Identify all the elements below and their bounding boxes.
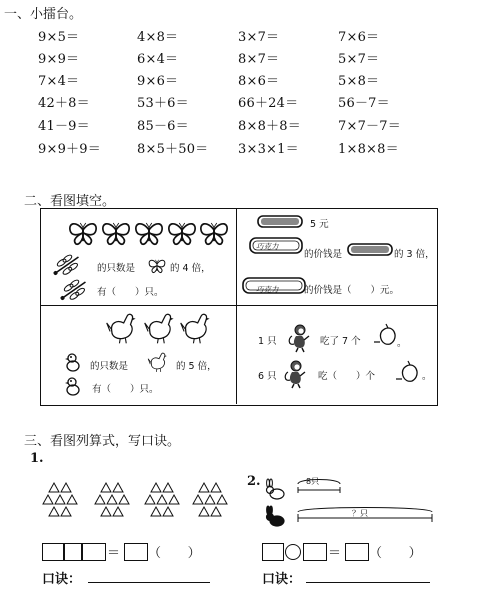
triangle-icon <box>211 483 221 492</box>
triangle-icon <box>211 507 221 516</box>
triangle-icon <box>193 495 203 504</box>
p2-short-bar <box>298 487 340 493</box>
butterfly-icon <box>149 260 165 273</box>
panel-d-line1b: 吃了 7 个 <box>320 336 361 347</box>
p1-koujue-label: 口诀： <box>42 572 82 587</box>
p2-operator-circle[interactable] <box>285 544 301 560</box>
p2-koujue-line[interactable] <box>306 582 430 583</box>
panel-c-text2: 有（ ）只。 <box>92 384 159 395</box>
hen-icon <box>148 353 167 372</box>
triangle-icon <box>43 495 53 504</box>
panel-a-text1b: 的 4 倍， <box>170 263 211 274</box>
panel-c-text1b: 的 5 倍， <box>176 361 217 372</box>
p1-box-1[interactable] <box>42 543 64 561</box>
p2-answer-box[interactable] <box>345 543 369 561</box>
hen-icon <box>107 314 136 343</box>
panel-a-text1a: 的只数是 <box>97 263 136 274</box>
butterfly-icon <box>136 223 162 244</box>
math-problem: 8×7＝ <box>238 52 280 67</box>
butterfly-icon <box>201 223 227 244</box>
triangle-icon <box>145 495 155 504</box>
section3-title: 三、看图列算式，写口诀。 <box>24 434 181 449</box>
triangle-icon <box>163 507 173 516</box>
panel-d-line1: 1 只 <box>258 336 277 347</box>
triangle-icon <box>169 495 179 504</box>
chick-icon <box>65 378 79 395</box>
dragonfly-icon <box>50 251 83 280</box>
peach-icon <box>374 324 395 344</box>
p1-answer-box[interactable] <box>124 543 148 561</box>
monkey-icon <box>289 325 309 352</box>
p2-label-top: 8只 <box>306 477 320 486</box>
triangle-icon <box>157 495 167 504</box>
p2-box-2[interactable] <box>303 543 327 561</box>
triangle-icon <box>49 507 59 516</box>
p2-koujue-label: 口诀： <box>262 572 302 587</box>
white-rabbit-icon <box>267 479 285 499</box>
math-problem: 56－7＝ <box>338 96 390 111</box>
candy-label: 巧克力 <box>256 242 279 251</box>
section1-title: 一、小擂台。 <box>4 7 83 22</box>
p1-koujue-line[interactable] <box>88 582 210 583</box>
butterfly-icon <box>70 223 96 244</box>
math-problem: 3×3×1＝ <box>238 142 299 157</box>
hen-icon <box>181 314 210 343</box>
triangle-icon <box>49 483 59 492</box>
panel-c-text1a: 的只数是 <box>90 361 129 372</box>
math-problem: 7×4＝ <box>38 74 80 89</box>
math-problem: 7×7－7＝ <box>338 119 401 134</box>
panel-d-dot1: 。 <box>397 338 407 349</box>
butterfly-icon <box>103 223 129 244</box>
problem1-number: 1. <box>30 451 44 466</box>
p2-box-1[interactable] <box>262 543 284 561</box>
triangle-icon <box>163 483 173 492</box>
candy-label-2: 巧克力 <box>256 285 279 294</box>
math-problem: 4×8＝ <box>137 30 179 45</box>
p1-unit: （ ） <box>148 546 201 561</box>
p1-equals: ＝ <box>107 546 121 561</box>
math-problem: 3×7＝ <box>238 30 280 45</box>
math-problem: 8×6＝ <box>238 74 280 89</box>
triangle-icon <box>119 495 129 504</box>
panel-a-text2: 有（ ）只。 <box>97 287 164 298</box>
math-problem: 8×5＋50＝ <box>137 142 209 157</box>
problem2-number: 2. <box>247 474 261 489</box>
triangle-icon <box>113 483 123 492</box>
math-problem: 1×8×8＝ <box>338 142 399 157</box>
p2-equals: ＝ <box>328 546 342 561</box>
triangle-icon <box>205 495 215 504</box>
triangle-icon <box>107 495 117 504</box>
chocolate-bar-icon <box>258 216 302 227</box>
triangle-icon <box>61 483 71 492</box>
math-problem: 85－6＝ <box>137 119 189 134</box>
peach-icon <box>396 361 417 381</box>
panel-b-price1: 5 元 <box>310 219 329 230</box>
triangle-icon <box>199 507 209 516</box>
math-problem: 9×6＝ <box>137 74 179 89</box>
dragonfly-icon <box>57 276 90 305</box>
panel-d-line2b: 吃（ ）个 <box>318 371 376 382</box>
butterfly-icon <box>169 223 195 244</box>
p2-unit: （ ） <box>369 546 422 561</box>
math-problem: 9×9＝ <box>38 52 80 67</box>
panel-b-text3: 的价钱是（ ）元。 <box>304 285 400 296</box>
triangle-icon <box>113 507 123 516</box>
math-problem: 5×8＝ <box>338 74 380 89</box>
triangle-icon <box>55 495 65 504</box>
math-problem: 7×6＝ <box>338 30 380 45</box>
panel-b-text2b: 的 3 倍， <box>394 249 435 260</box>
triangle-icon <box>61 507 71 516</box>
triangle-icon <box>199 483 209 492</box>
triangle-icon <box>151 483 161 492</box>
p1-box-2[interactable] <box>82 543 106 561</box>
triangle-icon <box>101 507 111 516</box>
chick-icon <box>65 354 79 371</box>
math-problem: 6×4＝ <box>137 52 179 67</box>
monkey-icon <box>285 361 305 388</box>
math-problem: 66＋24＝ <box>238 96 299 111</box>
black-rabbit-icon <box>267 506 285 526</box>
math-problem: 9×9＋9＝ <box>38 142 101 157</box>
chocolate-bar-icon <box>348 244 392 255</box>
hen-icon <box>145 314 174 343</box>
math-problem: 8×8＋8＝ <box>238 119 301 134</box>
p1-operator-box[interactable] <box>64 543 82 561</box>
math-problem: 9×5＝ <box>38 30 80 45</box>
triangle-icon <box>67 495 77 504</box>
triangle-icon <box>95 495 105 504</box>
panel-d-line2: 6 只 <box>258 371 277 382</box>
triangle-icon <box>151 507 161 516</box>
triangle-icon <box>101 483 111 492</box>
panel-d-dot2: 。 <box>422 371 432 382</box>
p2-label-bottom: ？只 <box>352 509 368 518</box>
section2-title: 二、看图填空。 <box>24 194 116 209</box>
math-problem: 42＋8＝ <box>38 96 90 111</box>
math-problem: 5×7＝ <box>338 52 380 67</box>
triangle-icon <box>217 495 227 504</box>
math-problem: 53＋6＝ <box>137 96 189 111</box>
math-problem: 41－9＝ <box>38 119 90 134</box>
panel-b-text2a: 的价钱是 <box>304 249 343 260</box>
